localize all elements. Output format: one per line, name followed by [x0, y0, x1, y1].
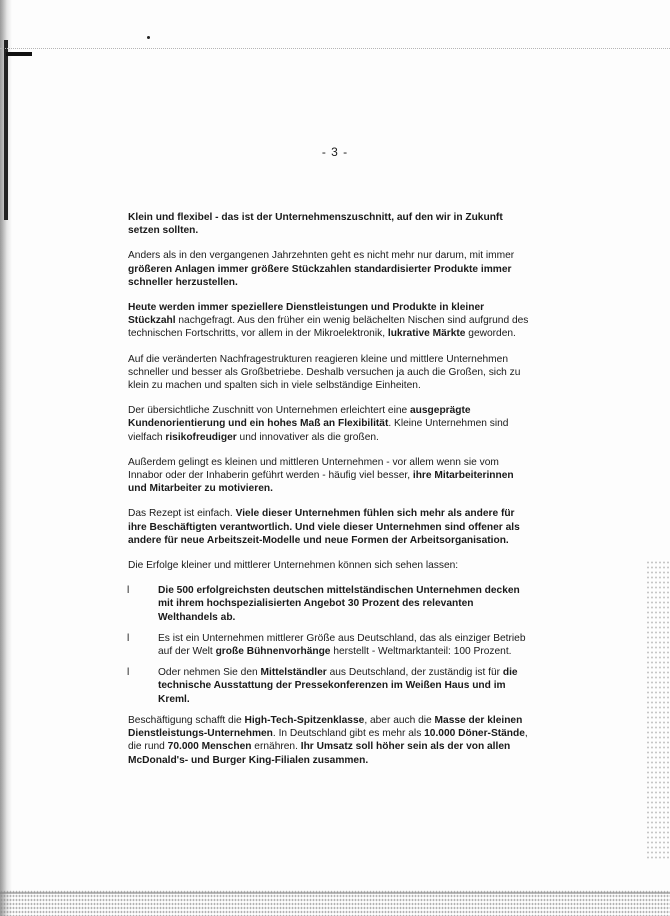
- paragraph: [128, 456, 532, 496]
- bold-text-segment: größeren Anlagen immer größere Stückzahlen standardisierter Produkte immer schneller herzustellen.: [128, 263, 512, 288]
- text-segment: Anders als in den vergangenen Jahrzehnten geht es nicht mehr nur darum, mit immer: [128, 250, 515, 262]
- text-segment: , aber auch die: [364, 714, 435, 726]
- bold-text-segment: High-Tech-Spitzenklasse: [244, 714, 365, 726]
- text-segment: Es ist ein Unternehmen mittlerer Größe aus Deutschland, das als einziger Betrieb auf der Welt: [158, 632, 526, 658]
- bullet-list: [128, 584, 532, 706]
- text-segment: . In Deutschland gibt es mehr als: [272, 728, 425, 740]
- bullet-marker: l: [127, 632, 130, 644]
- bullet-text: [158, 585, 520, 622]
- text-segment: Das Rezept ist einfach.: [128, 508, 236, 520]
- text-segment: nachgefragt. Aus den früher ein wenig belächelten Nischen sind aufgrund des technischen Fortschritts, vor allem in der Mikroelektronik,: [128, 315, 529, 340]
- bullet-text: [158, 667, 518, 704]
- page-number: - 3 -: [321, 145, 349, 159]
- bold-text-segment: große Bühnenvorhänge: [215, 646, 331, 658]
- text-segment: herstellt - Weltmarktanteil: 100 Prozent.: [330, 646, 512, 658]
- bold-text-segment: lukrative Märkte: [387, 328, 466, 340]
- scan-top-rule: [0, 48, 670, 50]
- text-segment: ernähren.: [251, 741, 301, 753]
- scan-noise-right: [646, 560, 670, 860]
- text-segment: . Kleine Unternehmen sind vielfach: [128, 418, 509, 443]
- bold-text-segment: Mittelständler: [260, 667, 327, 679]
- paragraph: [128, 249, 532, 289]
- paragraph: [128, 559, 532, 572]
- bold-text-segment: ausgeprägte Kundenorientierung und ein hohes Maß an Flexibilität: [128, 405, 471, 430]
- bullet-marker: l: [127, 585, 130, 597]
- closing-paragraph: [128, 714, 532, 767]
- paragraph-group: [128, 211, 532, 572]
- bold-text-segment: risikofreudiger: [165, 431, 237, 443]
- text-segment: Außerdem gelingt es kleinen und mittleren Unternehmen - vor allem wenn sie vom Innabor oder der Inhaberin geführt werden - häufig viel besser,: [128, 456, 499, 482]
- paragraph: [128, 404, 532, 444]
- paragraph: [128, 301, 532, 341]
- bold-text-segment: Ihr Umsatz soll höher sein als der von allen McDonald's- und Burger King-Filialen zusammen.: [128, 741, 511, 766]
- scan-binding-mark: [4, 40, 8, 220]
- scan-speck: [147, 36, 150, 39]
- text-segment: Der übersichtliche Zuschnitt von Unternehmen erleichtert eine: [128, 405, 410, 417]
- bullet-item: [128, 632, 532, 658]
- document-body: [128, 211, 532, 779]
- text-segment: aus Deutschland, der zuständig ist für: [326, 667, 503, 679]
- text-segment: , die rund: [128, 728, 528, 753]
- bold-text-segment: Heute werden immer speziellere Dienstleistungen und Produkte in kleiner Stückzahl: [128, 302, 485, 327]
- bold-text-segment: Viele dieser Unternehmen fühlen sich mehr als andere für ihre Beschäftigten verantwortlich. Und viele dieser Unternehmen sind offener als andere für neue Arbeitszeit-Modelle und neue Formen der Arbeitsorganisation.: [128, 508, 520, 546]
- bullet-text: [158, 633, 526, 657]
- text-segment: geworden.: [465, 328, 516, 340]
- bullet-marker: l: [127, 667, 130, 679]
- scan-binding-tick: [6, 52, 32, 56]
- text-segment: Die Erfolge kleiner und mittlerer Unternehmen können sich sehen lassen:: [128, 560, 459, 572]
- bold-text-segment: 10.000 Döner-Stände: [424, 728, 525, 740]
- paragraph: [128, 507, 532, 547]
- text-segment: und innovativer als die großen.: [236, 431, 379, 443]
- bullet-item: [128, 666, 532, 706]
- bold-text-segment: ihre Mitarbeiterinnen und Mitarbeiter zu motivieren.: [128, 470, 514, 495]
- text-segment: Beschäftigung schafft die: [128, 714, 245, 726]
- text-segment: Auf die veränderten Nachfragestrukturen reagieren kleine und mittlere Unternehmen schneller und besser als Großbetriebe. Deshalb versuchen ja auch die Großen, sich zu klein zu machen und spalten sich in viele selbständige Einheiten.: [128, 353, 521, 392]
- paragraph: [128, 211, 532, 237]
- bullet-item: [128, 584, 532, 624]
- bold-text-segment: Masse der kleinen Dienstleistungs-Unternehmen: [128, 714, 523, 740]
- bold-text-segment: 70.000 Menschen: [167, 741, 252, 753]
- text-segment: Oder nehmen Sie den: [158, 667, 261, 679]
- paragraph: [128, 353, 532, 393]
- scan-noise-bottom: [0, 890, 670, 916]
- bold-text-segment: die technische Ausstattung der Pressekonferenzen im Weißen Haus und im Kreml.: [158, 667, 518, 705]
- bold-text-segment: Klein und flexibel - das ist der Unternehmenszuschnitt, auf den wir in Zukunft setzen sollten.: [128, 212, 503, 237]
- bold-text-segment: Die 500 erfolgreichsten deutschen mittelständischen Unternehmen decken mit ihrem hochspezialisierten Angebot 30 Prozent des relevanten Welthandels ab.: [158, 585, 520, 623]
